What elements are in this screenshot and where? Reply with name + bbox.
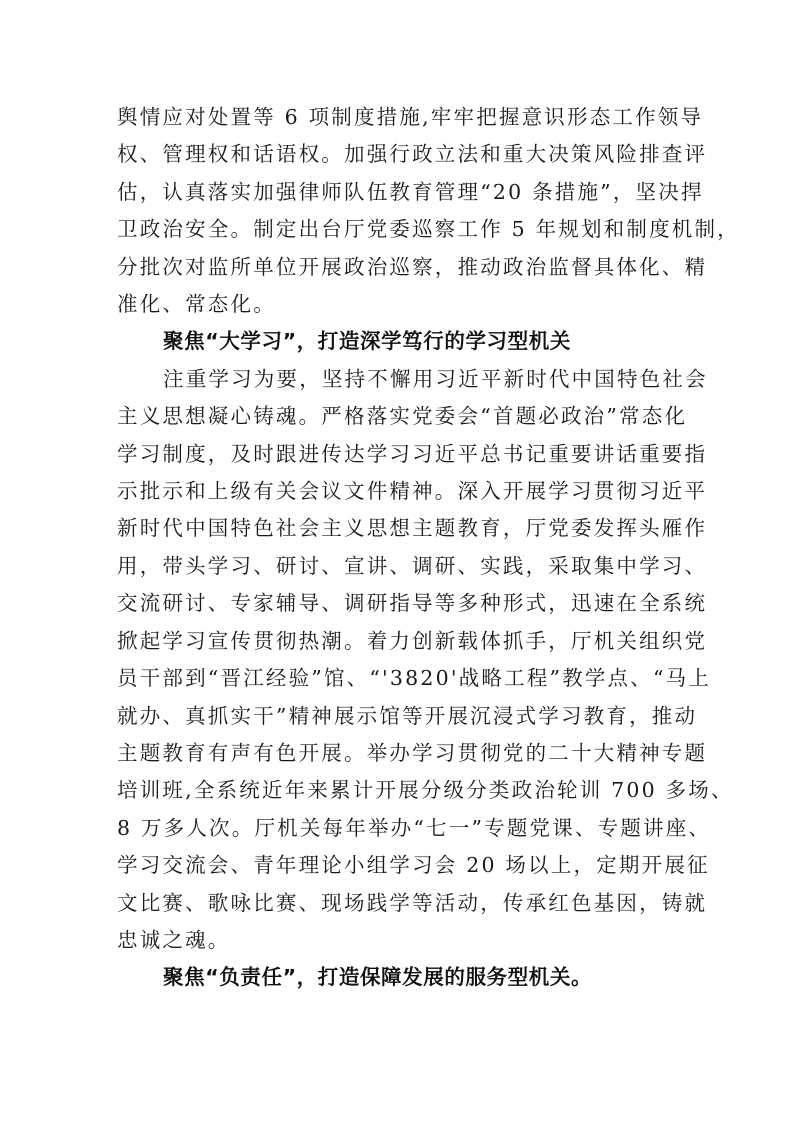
text-line: 主题教育有声有色开展。举办学习贯彻党的二十大精神专题 bbox=[117, 740, 708, 765]
text-line: 舆情应对处置等 6 项制度措施,牢牢把握意识形态工作领导 bbox=[117, 105, 704, 129]
text-line: 文比赛、歌咏比赛、现场践学等活动，传承红色基因，铸就 bbox=[117, 890, 708, 915]
text-line: 准化、常态化。 bbox=[117, 292, 276, 317]
text-line: 权、管理权和话语权。加强行政立法和重大决策风险排查评 bbox=[117, 142, 708, 167]
text-line: 8 万多人次。厅机关每年举办“七一”专题党课、专题讲座、 bbox=[117, 815, 712, 840]
text-line: 示批示和上级有关会议文件精神。深入开展学习贯彻习近平 bbox=[117, 479, 708, 504]
document-page bbox=[117, 99, 740, 997]
text-line: 学习制度，及时跟进传达学习习近平总书记重要讲话重要指 bbox=[117, 441, 708, 466]
section-heading-study: 聚焦“大学习”，打造深学笃行的学习型机关 bbox=[163, 329, 571, 354]
paragraph-ideology-measures bbox=[117, 99, 740, 323]
paragraph-study-focus bbox=[117, 361, 734, 960]
text-line: 员干部到“晋江经验”馆、“'3820'战略工程”教学点、“马上 bbox=[117, 666, 712, 691]
text-line: 用，带头学习、研讨、宣讲、调研、实践，采取集中学习、 bbox=[117, 553, 708, 578]
text-line: 就办、真抓实干”精神展示馆等开展沉浸式学习教育，推动 bbox=[117, 703, 698, 728]
text-line: 主义思想凝心铸魂。严格落实党委会“首题必政治”常态化 bbox=[117, 404, 688, 429]
text-line: 忠诚之魂。 bbox=[117, 927, 231, 952]
text-line: 培训班,全系统近年来累计开展分级分类政治轮训 700 多场、 bbox=[117, 778, 734, 803]
text-line: 掀起学习宣传贯彻热潮。着力创新载体抓手，厅机关组织党 bbox=[117, 628, 708, 653]
text-line: 卫政治安全。制定出台厅党委巡察工作 5 年规划和制度机制， bbox=[117, 217, 740, 242]
text-line: 注重学习为要，坚持不懈用习近平新时代中国特色社会 bbox=[163, 366, 708, 391]
text-line: 交流研讨、专家辅导、调研指导等多种形式，迅速在全系统 bbox=[117, 591, 708, 616]
text-line: 估，认真落实加强律师队伍教育管理“20 条措施”，坚决捍 bbox=[117, 179, 704, 204]
text-line: 学习交流会、青年理论小组学习会 20 场以上，定期开展征 bbox=[117, 853, 710, 878]
text-line: 新时代中国特色社会主义思想主题教育，厅党委发挥头雁作 bbox=[117, 516, 708, 541]
section-heading-responsibility: 聚焦“负责任”，打造保障发展的服务型机关。 bbox=[163, 965, 593, 990]
text-line: 分批次对监所单位开展政治巡察，推动政治监督具体化、精 bbox=[117, 254, 708, 279]
